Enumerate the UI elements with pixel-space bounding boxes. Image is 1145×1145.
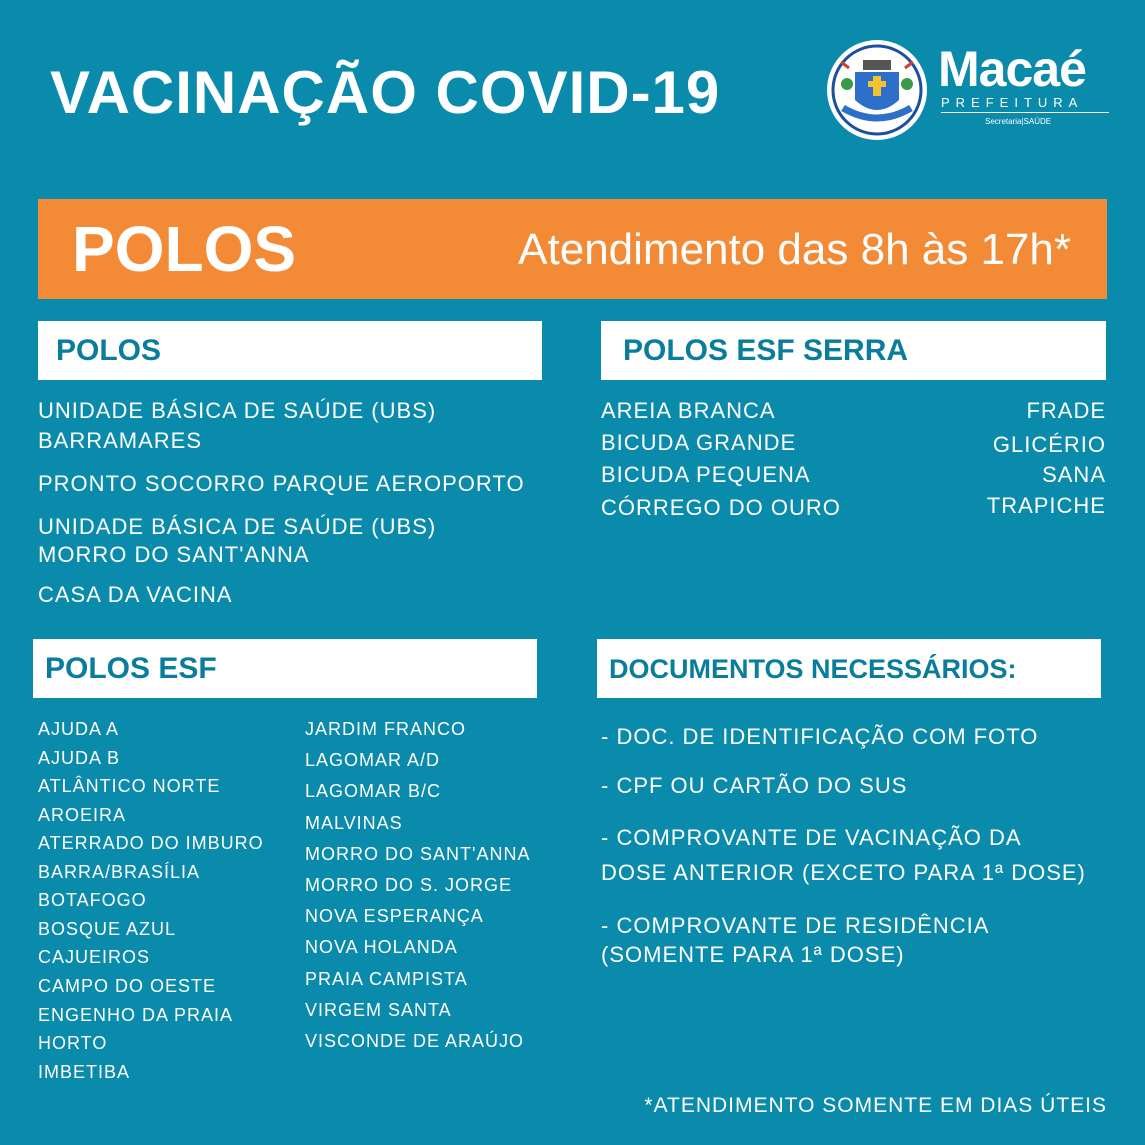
- polos-esf-heading: POLOS ESF: [45, 652, 217, 685]
- list-item: AJUDA B: [38, 748, 121, 768]
- list-item: - CPF OU CARTÃO DO SUS: [601, 773, 908, 798]
- list-item: VIRGEM SANTA: [305, 1000, 452, 1020]
- banner-title: POLOS: [72, 213, 297, 285]
- list-item: NOVA HOLANDA: [305, 937, 458, 957]
- list-item: UNIDADE BÁSICA DE SAÚDE (UBS): [38, 398, 437, 423]
- list-item: CAJUEIROS: [38, 947, 151, 967]
- list-item: GLICÉRIO: [992, 432, 1106, 457]
- brand-secretaria: Secretaria|SAÚDE: [985, 117, 1052, 126]
- list-item: MORRO DO SANT'ANNA: [38, 542, 310, 567]
- list-item: BARRAMARES: [38, 428, 203, 453]
- list-item: CAMPO DO OESTE: [38, 976, 217, 996]
- list-item: BOSQUE AZUL: [38, 919, 177, 939]
- documentos-heading-box: [597, 639, 1101, 698]
- list-item: AREIA BRANCA: [601, 398, 776, 423]
- polos-heading-box: [38, 321, 542, 380]
- list-item: MORRO DO SANT'ANNA: [305, 844, 531, 864]
- list-item: BOTAFOGO: [38, 890, 147, 910]
- list-item: BICUDA PEQUENA: [601, 462, 811, 487]
- list-item: SANA: [1042, 462, 1106, 487]
- brand-divider: [941, 112, 1109, 113]
- list-item: MALVINAS: [305, 813, 403, 833]
- list-item: LAGOMAR B/C: [305, 781, 442, 801]
- list-item: FRADE: [1026, 398, 1106, 423]
- documentos-heading: DOCUMENTOS NECESSÁRIOS:: [609, 654, 1017, 684]
- banner-hours: Atendimento das 8h às 17h*: [518, 225, 1071, 274]
- brand-name: Macaé: [938, 41, 1086, 97]
- polos-esf-heading-box: [33, 639, 537, 698]
- list-item: MORRO DO S. JORGE: [305, 875, 513, 895]
- list-item: - DOC. DE IDENTIFICAÇÃO COM FOTO: [601, 724, 1039, 749]
- list-item: ATERRADO DO IMBURO: [38, 833, 264, 853]
- list-item: - COMPROVANTE DE RESIDÊNCIA: [601, 913, 990, 938]
- page-title: VACINAÇÃO COVID-19: [50, 59, 721, 126]
- polos-serra-heading-box: [601, 321, 1106, 380]
- list-item: ATLÂNTICO NORTE: [38, 776, 221, 796]
- list-item: BICUDA GRANDE: [601, 430, 797, 455]
- hours-banner: [38, 199, 1107, 299]
- list-item: LAGOMAR A/D: [305, 750, 441, 770]
- list-item: CASA DA VACINA: [38, 582, 233, 607]
- brand-subtitle: PREFEITURA: [941, 95, 1084, 110]
- list-item: PRAIA CAMPISTA: [305, 969, 468, 989]
- list-item: AROEIRA: [38, 805, 127, 825]
- list-item: JARDIM FRANCO: [305, 719, 466, 739]
- list-item: (SOMENTE PARA 1ª DOSE): [601, 942, 905, 967]
- list-item: ENGENHO DA PRAIA: [38, 1005, 234, 1025]
- city-seal-icon: [825, 38, 929, 142]
- footer-note: *ATENDIMENTO SOMENTE EM DIAS ÚTEIS: [644, 1094, 1107, 1117]
- list-item: TRAPICHE: [986, 493, 1106, 518]
- polos-serra-heading: POLOS ESF SERRA: [623, 334, 909, 367]
- list-item: PRONTO SOCORRO PARQUE AEROPORTO: [38, 471, 525, 496]
- list-item: VISCONDE DE ARAÚJO: [305, 1031, 525, 1051]
- list-item: IMBETIBA: [38, 1062, 131, 1082]
- prefeitura-logo: [825, 38, 1115, 143]
- list-item: DOSE ANTERIOR (EXCETO PARA 1ª DOSE): [601, 860, 1086, 885]
- list-item: NOVA ESPERANÇA: [305, 906, 484, 926]
- list-item: BARRA/BRASÍLIA: [38, 862, 201, 882]
- list-item: AJUDA A: [38, 719, 120, 739]
- list-item: HORTO: [38, 1033, 108, 1053]
- polos-heading: POLOS: [56, 334, 162, 367]
- list-item: UNIDADE BÁSICA DE SAÚDE (UBS): [38, 514, 437, 539]
- list-item: CÓRREGO DO OURO: [601, 495, 841, 520]
- list-item: - COMPROVANTE DE VACINAÇÃO DA: [601, 825, 1022, 850]
